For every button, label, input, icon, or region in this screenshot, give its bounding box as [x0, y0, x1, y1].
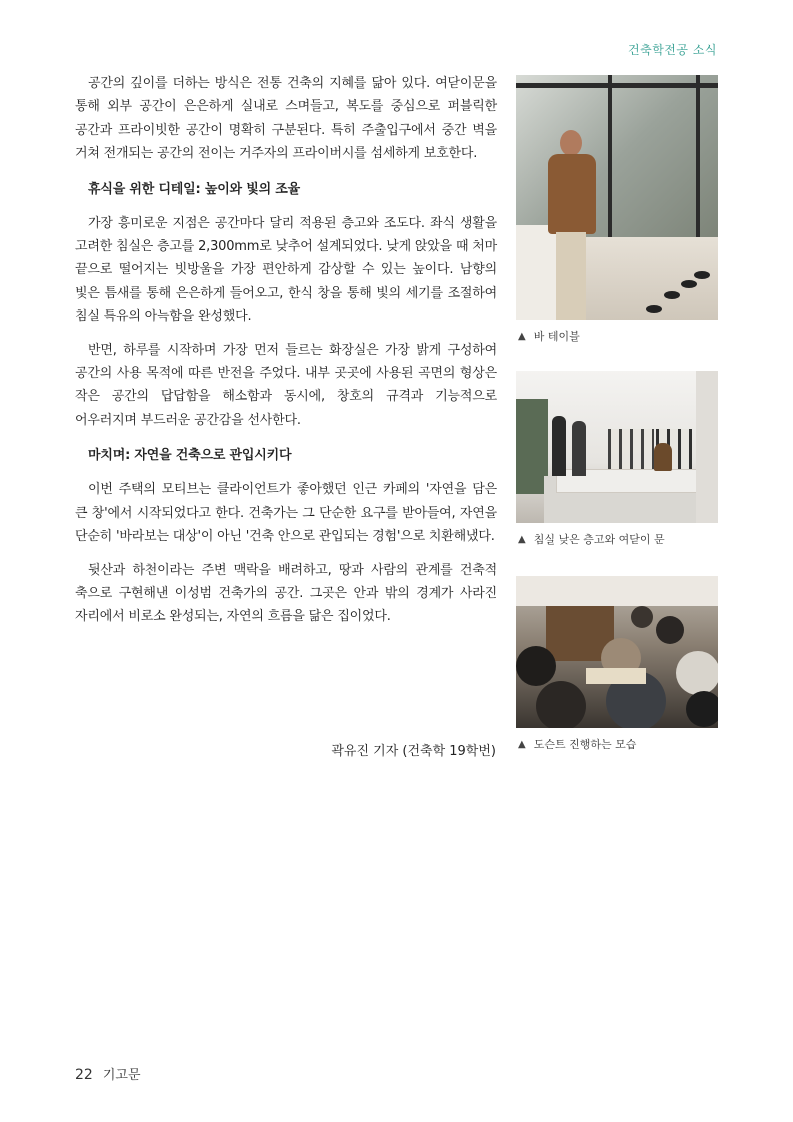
- byline: 곽유진 기자 (건축학 19학번): [331, 744, 496, 759]
- triangle-marker-icon: ▲: [518, 330, 526, 342]
- footer-section: 기고문: [102, 1068, 141, 1083]
- figure-caption: [516, 531, 718, 547]
- page-number: 22: [75, 1067, 93, 1083]
- triangle-marker-icon: ▲: [518, 738, 526, 750]
- paragraph-1: 공간의 깊이를 더하는 방식은 전통 건축의 지혜를 닮아 있다. 여닫이문을 통해 외부 공간이 은은하게 실내로 스며들고, 복도를 중심으로 퍼블릭한 공간과 프라이빗한 공간이 명확히 구분된다. 특히 주출입구에서 중간 벽을 거쳐 전개되는 공간의 전이는 거주자의 프라이버시를 섬세하게 보호한다.: [75, 76, 497, 162]
- figure-bedroom: [516, 371, 718, 547]
- paragraph-2: 가장 흥미로운 지점은 공간마다 달리 적용된 층고와 조도다. 좌식 생활을 고려한 침실은 층고를 2,300mm로 낮추어 설계되었다. 낮게 앉았을 때 처마 끝으로 떨어지는 빗방울을 가장 편안하게 감상할 수 있는 높이다. 남향의 빛은 틈새를 통해 은은하게 들어오고, 한식 창을 통해 빛의 세기를 조절하여 침실 특유의 아늑함을 완성했다.: [75, 215, 497, 325]
- article-body: [75, 72, 497, 639]
- paragraph-3: 반면, 하루를 시작하며 가장 먼저 들르는 화장실은 가장 밝게 구성하여 공간의 사용 목적에 따른 반전을 주었다. 내부 곳곳에 사용된 곡면의 형상은 작은 공간의 답답함을 해소함과 동시에, 창호의 규격과 기능적으로 어우러지며 부드러운 공간감을 선사한다.: [75, 342, 497, 428]
- figure-caption: [516, 736, 718, 752]
- figure-caption: [516, 328, 718, 344]
- caption-text: 바 테이블: [533, 330, 580, 343]
- paragraph-4: 이번 주택의 모티브는 클라이언트가 좋아했던 인근 카페의 '자연을 담은 큰 창'에서 시작되었다고 한다. 건축가는 그 단순한 요구를 받아들여, 자연을 단순히 '바라보는 대상'이 아닌 '건축 안으로 관입되는 경험'으로 치환해냈다.: [75, 482, 497, 545]
- bedroom-photo: [516, 371, 718, 523]
- section-header: 건축학전공 소식: [628, 43, 717, 57]
- figure-bar-table: [516, 75, 718, 344]
- subheading-conclusion: 마치며: 자연을 건축으로 관입시키다: [88, 448, 292, 464]
- triangle-marker-icon: ▲: [518, 533, 526, 545]
- paragraph-5: 뒷산과 하천이라는 주변 맥락을 배려하고, 땅과 사람의 관계를 건축적 축으로 구현해낸 이성범 건축가의 공간. 그곳은 안과 밖의 경계가 사라진 자리에서 비로소 완성되는, 자연의 흐름을 닮은 집이었다.: [75, 562, 497, 625]
- subheading-rest-details: 휴식을 위한 디테일: 높이와 빛의 조율: [88, 181, 300, 197]
- figure-docent: [516, 576, 718, 752]
- caption-text: 도슨트 진행하는 모습: [533, 738, 637, 751]
- page-footer: [75, 1064, 141, 1083]
- caption-text: 침실 낮은 층고와 여닫이 문: [533, 533, 665, 546]
- docent-photo: [516, 576, 718, 728]
- bar-table-photo: [516, 75, 718, 320]
